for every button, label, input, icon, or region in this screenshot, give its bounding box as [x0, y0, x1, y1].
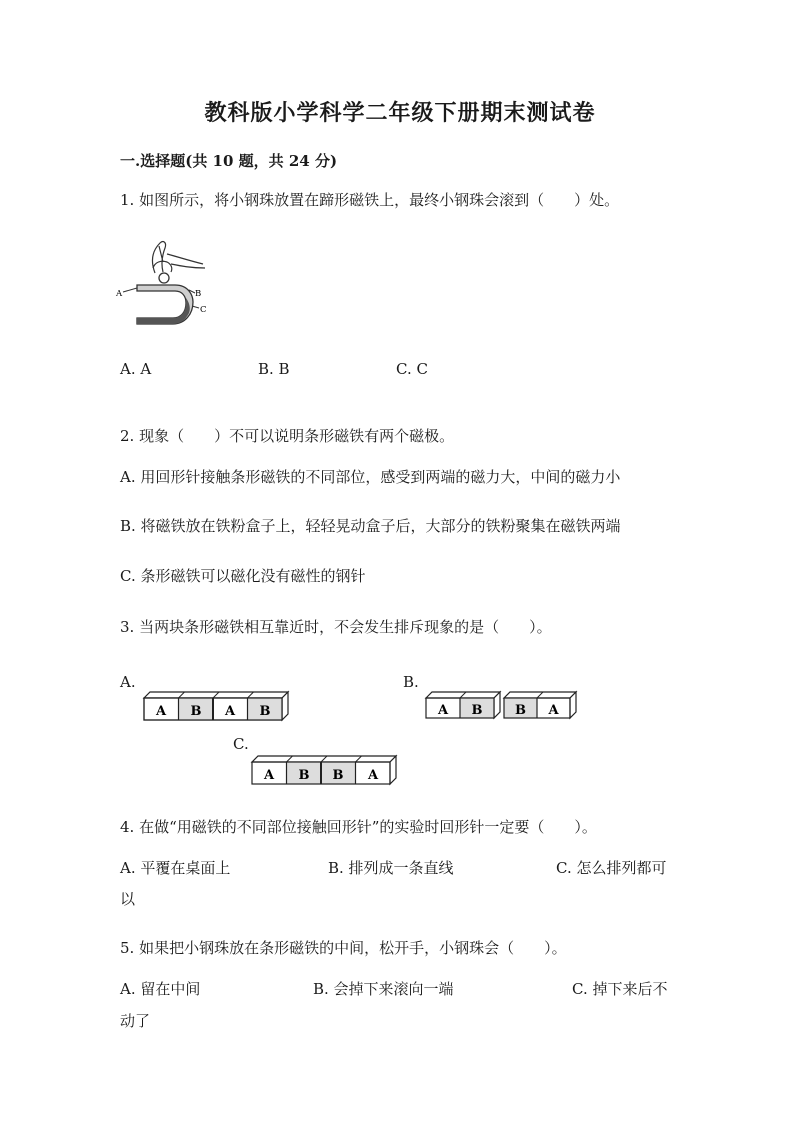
q5-option-a[interactable]: A. 留在中间: [120, 980, 201, 998]
pole-label: A: [155, 704, 167, 719]
pole-label: B: [515, 703, 526, 718]
page-title: 教科版小学科学二年级下册期末测试卷: [204, 100, 596, 126]
q5-option-c-wrap: 动了: [120, 1012, 151, 1030]
q3-option-a[interactable]: A.: [120, 673, 136, 691]
pole-label: B: [298, 768, 310, 783]
q4-option-c[interactable]: C. 怎么排列都可: [556, 859, 667, 877]
figure-label-b: B: [195, 289, 202, 299]
magnet-pair-c-figure: [248, 750, 400, 786]
section-heading: 一.选择题(共 10 题，共 24 分): [120, 152, 338, 170]
q4-option-b[interactable]: B. 排列成一条直线: [328, 859, 454, 877]
question-4-text: 4. 在做“用磁铁的不同部位接触回形针”的实验时回形针一定要（ ）。: [120, 818, 597, 836]
pole-label: A: [224, 704, 236, 719]
q5-option-c[interactable]: C. 掉下来后不: [572, 980, 668, 998]
pole-label: A: [437, 703, 449, 718]
q3-option-b[interactable]: B.: [403, 673, 419, 691]
horseshoe-magnet-figure: [115, 238, 215, 330]
figure-label-c: C: [200, 305, 207, 315]
q2-option-c[interactable]: C. 条形磁铁可以磁化没有磁性的钢针: [120, 567, 366, 585]
pole-label: A: [263, 768, 275, 783]
magnet-pair-a-figure: [140, 688, 292, 722]
pole-label: B: [259, 704, 271, 719]
pole-label: A: [367, 768, 379, 783]
q4-option-c-wrap: 以: [120, 890, 136, 908]
pole-label: A: [548, 703, 559, 718]
figure-label-a: A: [116, 289, 123, 299]
q1-option-c[interactable]: C. C: [396, 360, 428, 378]
question-1-text: 1. 如图所示，将小钢珠放置在蹄形磁铁上，最终小钢珠会滚到（ ）处。: [120, 191, 620, 209]
pole-label: B: [471, 703, 483, 718]
q2-option-b[interactable]: B. 将磁铁放在铁粉盒子上，轻轻晃动盒子后，大部分的铁粉聚集在磁铁两端: [120, 517, 621, 535]
steel-ball-icon: [159, 273, 169, 283]
pole-label: B: [332, 768, 344, 783]
q2-option-a[interactable]: A. 用回形针接触条形磁铁的不同部位，感受到两端的磁力大，中间的磁力小: [120, 468, 621, 486]
q1-option-a[interactable]: A. A: [120, 360, 152, 378]
q5-option-b[interactable]: B. 会掉下来滚向一端: [313, 980, 454, 998]
question-5-text: 5. 如果把小钢珠放在条形磁铁的中间，松开手，小钢珠会（ ）。: [120, 939, 567, 957]
q4-option-a[interactable]: A. 平覆在桌面上: [120, 859, 231, 877]
question-3-text: 3. 当两块条形磁铁相互靠近时，不会发生排斥现象的是（ ）。: [120, 618, 552, 636]
question-2-text: 2. 现象（ ）不可以说明条形磁铁有两个磁极。: [120, 427, 455, 445]
q1-option-b[interactable]: B. B: [258, 360, 290, 378]
magnet-pair-b-figure: [422, 686, 580, 722]
pole-label: B: [190, 704, 202, 719]
q3-option-c[interactable]: C.: [233, 735, 249, 753]
